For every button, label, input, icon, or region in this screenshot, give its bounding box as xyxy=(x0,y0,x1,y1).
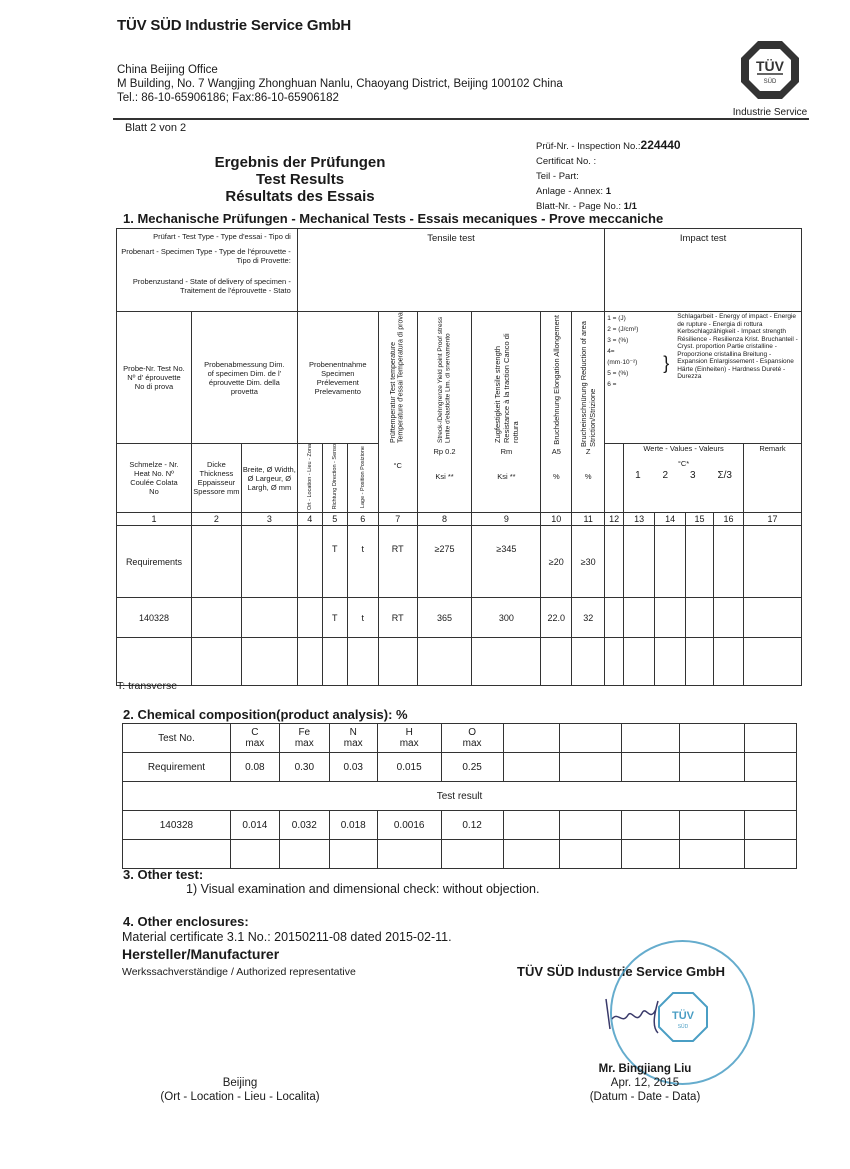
section-enclosures-title: 4. Other enclosures: xyxy=(123,914,249,929)
table-row: Requirement 0.08 0.30 0.03 0.015 0.25 xyxy=(123,753,797,782)
contact: Tel.: 86-10-65906186; Fax:86-10-65906182 xyxy=(117,92,339,104)
impact-test-header: Impact test xyxy=(605,229,802,312)
signature-icon xyxy=(600,995,680,1040)
location-block xyxy=(140,1076,340,1104)
col-elongation: Bruchdehnung Elongation Allongement A5 % xyxy=(541,312,572,513)
mechanical-table xyxy=(116,228,802,686)
signature-date: Apr. 12, 2015 xyxy=(610,1077,680,1089)
impact-values-header: Werte - Values - Valeurs °C* 1 2 3 Σ/3 xyxy=(624,444,744,513)
chem-header-row: Test No. C max Fe max N max H max O max xyxy=(123,724,797,753)
col-thickness: Dicke Thickness Eppaisseur Spessore mm xyxy=(191,444,241,513)
authorized-rep-label: Werkssachverständige / Authorized representative xyxy=(122,966,356,978)
chemical-table xyxy=(122,723,797,869)
table-row xyxy=(117,638,802,686)
col-location: Ort - Location - Lieu - Zona xyxy=(297,444,322,513)
inspection-meta: Prüf-Nr. - Inspection No.:224440 Certificat No. : Teil - Part: Anlage - Annex: 1 Blatt-Nr. - Page No.: 1/1 xyxy=(536,138,681,212)
tuv-logo-icon xyxy=(740,40,800,100)
enclosures-text: Material certificate 3.1 No.: 20150211-08 dated 2015-02-11. xyxy=(122,930,452,944)
signer-company: TÜV SÜD Industrie Service GmbH xyxy=(517,964,726,979)
col-reduction: Brucheinschnürung Reduction of area Striction/Strizione Z % xyxy=(572,312,605,513)
col-position: Lage - Position Posizione xyxy=(347,444,378,513)
col-yield: Streck-/Dehngrenze Yield point Proof stress Limite d'elasticite Lim. di snervamento Rp 0.2 Ksi ** xyxy=(417,312,472,513)
section-other-test-title: 3. Other test: xyxy=(123,867,204,882)
svg-text:SÜD: SÜD xyxy=(763,79,777,85)
svg-text:SÜD: SÜD xyxy=(677,1024,689,1030)
col-width: Breite, Ø Width, Ø Largeur, Ø Largh, Ø mm xyxy=(241,444,297,513)
remark-header: Remark xyxy=(743,444,801,513)
signer-block xyxy=(520,1062,770,1104)
header-divider xyxy=(113,118,809,120)
page-title: Ergebnis der Prüfungen Test Results Résultats des Essais xyxy=(214,154,386,205)
address-block xyxy=(117,63,563,105)
col-test-no: Probe-Nr. Test No. Nº d' éprouvette No di prova xyxy=(117,312,192,444)
section-chemical-title: 2. Chemical composition(product analysis): % xyxy=(123,707,408,722)
test-type-labels: Prüfart - Test Type - Type d'essai - Tipo di Probenart - Specimen Type - Type de l'éprouvette - Tipo di Provette: Probenzustand - State of delivery of specimen - Traitement de l'éprouvette - Stato xyxy=(117,229,298,312)
footnote: T: transverse xyxy=(117,680,178,692)
inspection-number: 224440 xyxy=(640,138,681,152)
col-direction: Richtung Direction - Senso xyxy=(322,444,347,513)
office-name: China Beijing Office xyxy=(117,64,218,76)
signer-name: Mr. Bingjiang Liu xyxy=(598,1063,692,1075)
table-row: Requirements T t RT ≥275 ≥345 ≥20 ≥30 xyxy=(117,526,802,598)
address: M Building, No. 7 Wangjing Zhonghuan Nanlu, Chaoyang District, Beijing 100102 China xyxy=(117,78,563,90)
impact-legend: 1 = (J) 2 = (J/cm²) 3 = (%) 4= (mm·10⁻²) 5 = (%) 6 = } Schlagarbeit - Energy of impact - Energie de rupture - Energia di rottura Kerbschlagzähigkeit - Impact strength Résilience - Resilienza Krist. Bruchanteil - Cryst. proportion Partie cristalline - Proporzione cristallina Breitung - Expansion Enlargissement - Espansione Härte (Einheiten) - Hardness Dureté - Durezza xyxy=(605,312,802,444)
column-number-row: 1 2 3 4 5 6 7 8 9 10 11 12 13 14 15 16 17 xyxy=(117,513,802,526)
col-dimensions: Probenabmessung Dim. of specimen Dim. de l' éprouvette Dim. della provetta xyxy=(191,312,297,444)
col-test-temp: Prüftemperatur Test temperature Temperature d'essai Temperatura di prova °C xyxy=(378,312,417,513)
svg-text:TÜV: TÜV xyxy=(756,58,784,74)
col-tensile: Zugfestigkeit Tensile strength Resistance à la traction Canco di rottura Rm Ksi ** xyxy=(472,312,541,513)
tensile-test-header: Tensile test xyxy=(297,229,604,312)
table-row: 140328 T t RT 365 300 22.0 32 xyxy=(117,598,802,638)
sheet-number: Blatt 2 von 2 xyxy=(125,122,187,134)
test-result-row: Test result xyxy=(123,782,797,811)
logo-caption: Industrie Service xyxy=(732,107,808,118)
table-row: 140328 0.014 0.032 0.018 0.0016 0.12 xyxy=(123,811,797,840)
manufacturer-label: Hersteller/Manufacturer xyxy=(122,946,280,962)
svg-text:TÜV: TÜV xyxy=(672,1010,694,1022)
section-mechanical-title: 1. Mechanische Prüfungen - Mechanical Tests - Essais mecaniques - Prove meccaniche xyxy=(123,211,664,226)
location: Beijing xyxy=(222,1077,258,1089)
date-label: (Datum - Date - Data) xyxy=(589,1091,701,1103)
col-heat-no: Schmelze - Nr. Heat No. Nº Coulée Colata No xyxy=(117,444,192,513)
table-row xyxy=(123,840,797,869)
company-name: TÜV SÜD Industrie Service GmbH xyxy=(117,17,352,34)
col-sampling: Probenentnahme Specimen Prélevement Prelevamento xyxy=(297,312,378,444)
other-test-item: 1) Visual examination and dimensional check: without objection. xyxy=(186,882,540,896)
location-label: (Ort - Location - Lieu - Localita) xyxy=(160,1091,320,1103)
